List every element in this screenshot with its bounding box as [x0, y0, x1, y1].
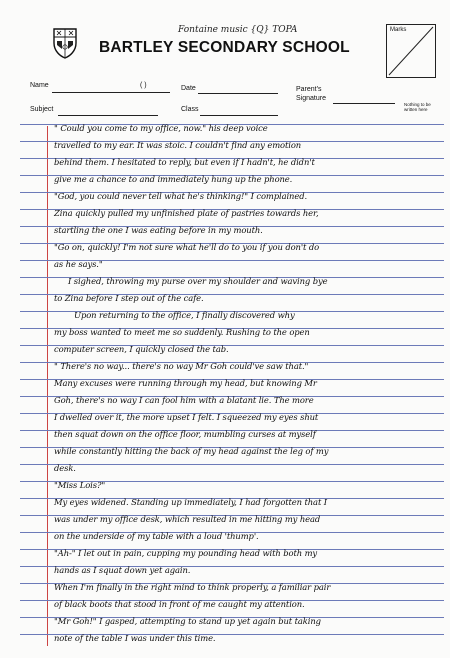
essay-line: " Could you come to my office, now." his deep voice: [54, 123, 268, 133]
essay-line: my boss wanted to meet me so suddenly. Rushing to the open: [54, 327, 310, 337]
subject-field[interactable]: [58, 115, 158, 116]
essay-line: Upon returning to the office, I finally discovered why: [74, 310, 295, 320]
essay-line: computer screen, I quickly closed the tab.: [54, 344, 229, 354]
essay-line: I dwelled over it, the more upset I felt. I squeezed my eyes shut: [54, 412, 319, 422]
school-crest-icon: [52, 27, 78, 59]
essay-line: My eyes widened. Standing up immediately, I had forgotten that I: [54, 497, 327, 507]
marks-label: Marks: [390, 27, 407, 33]
essay-line: was under my office desk, which resulted in me hitting my head: [54, 514, 321, 524]
essay-line: " There's no way... there's no way Mr Goh could've saw that.": [54, 361, 309, 371]
essay-line: "Miss Lois?": [54, 480, 106, 490]
signature-label: Signature: [296, 95, 326, 102]
essay-line: hands as I squat down yet again.: [54, 565, 191, 575]
parents-label: Parent's: [296, 86, 322, 93]
essay-line: travelled to my ear. It was stoic. I couldn't find any emotion: [54, 140, 302, 150]
nothing-to-be-written-note: Nothing to be written here: [404, 102, 431, 112]
name-field[interactable]: [52, 92, 170, 93]
parent-signature-field[interactable]: [333, 103, 395, 104]
essay-line: to Zina before I step out of the cafe.: [54, 293, 204, 303]
essay-line: "Ah-" I let out in pain, cupping my pounding head with both my: [54, 548, 318, 558]
name-label: Name: [30, 82, 49, 89]
essay-line: while constantly hitting the back of my head against the leg of my: [54, 446, 329, 456]
essay-line: Goh, there's no way I can fool him with a blatant lie. The more: [54, 395, 314, 405]
class-field[interactable]: [200, 115, 278, 116]
date-field[interactable]: [198, 93, 278, 94]
essay-line: "Go on, quickly! I'm not sure what he'll do to you if you don't do: [54, 242, 320, 252]
essay-line: give me a chance to and immediately hung up the phone.: [54, 174, 293, 184]
ruled-line: [20, 464, 444, 465]
margin-line: [47, 126, 48, 646]
essay-line: behind them. I hesitated to reply, but even if I hadn't, he didn't: [54, 157, 315, 167]
handwritten-header-note: Fontaine music {Q} TOPA: [178, 25, 298, 35]
class-label: Class: [181, 106, 199, 113]
register-number-brackets: ( ): [140, 82, 147, 89]
essay-line: "Mr Goh!" I gasped, attempting to stand up yet again but taking: [54, 616, 321, 626]
essay-line: on the underside of my table with a loud 'thump'.: [54, 531, 259, 541]
essay-line: I sighed, throwing my purse over my shoulder and waving bye: [68, 276, 328, 286]
essay-line: note of the table I was under this time.: [54, 633, 216, 643]
essay-line: Many excuses were running through my head, but knowing Mr: [54, 378, 317, 388]
essay-line: startling the one I was eating before in my mouth.: [54, 225, 263, 235]
essay-line: of black boots that stood in front of me caught my attention.: [54, 599, 305, 609]
essay-line: Zina quickly pulled my unfinished plate of pastries towards her,: [54, 208, 319, 218]
essay-line: as he says.": [54, 259, 103, 269]
essay-line: "God, you could never tell what he's thinking!" I complained.: [54, 191, 308, 201]
essay-line: When I'm finally in the right mind to think properly, a familiar pair: [54, 582, 331, 592]
essay-line: then squat down on the office floor, mumbling curses at myself: [54, 429, 316, 439]
school-name: BARTLEY SECONDARY SCHOOL: [99, 39, 350, 56]
subject-label: Subject: [30, 106, 54, 113]
date-label: Date: [181, 85, 196, 92]
essay-line: desk.: [54, 463, 76, 473]
